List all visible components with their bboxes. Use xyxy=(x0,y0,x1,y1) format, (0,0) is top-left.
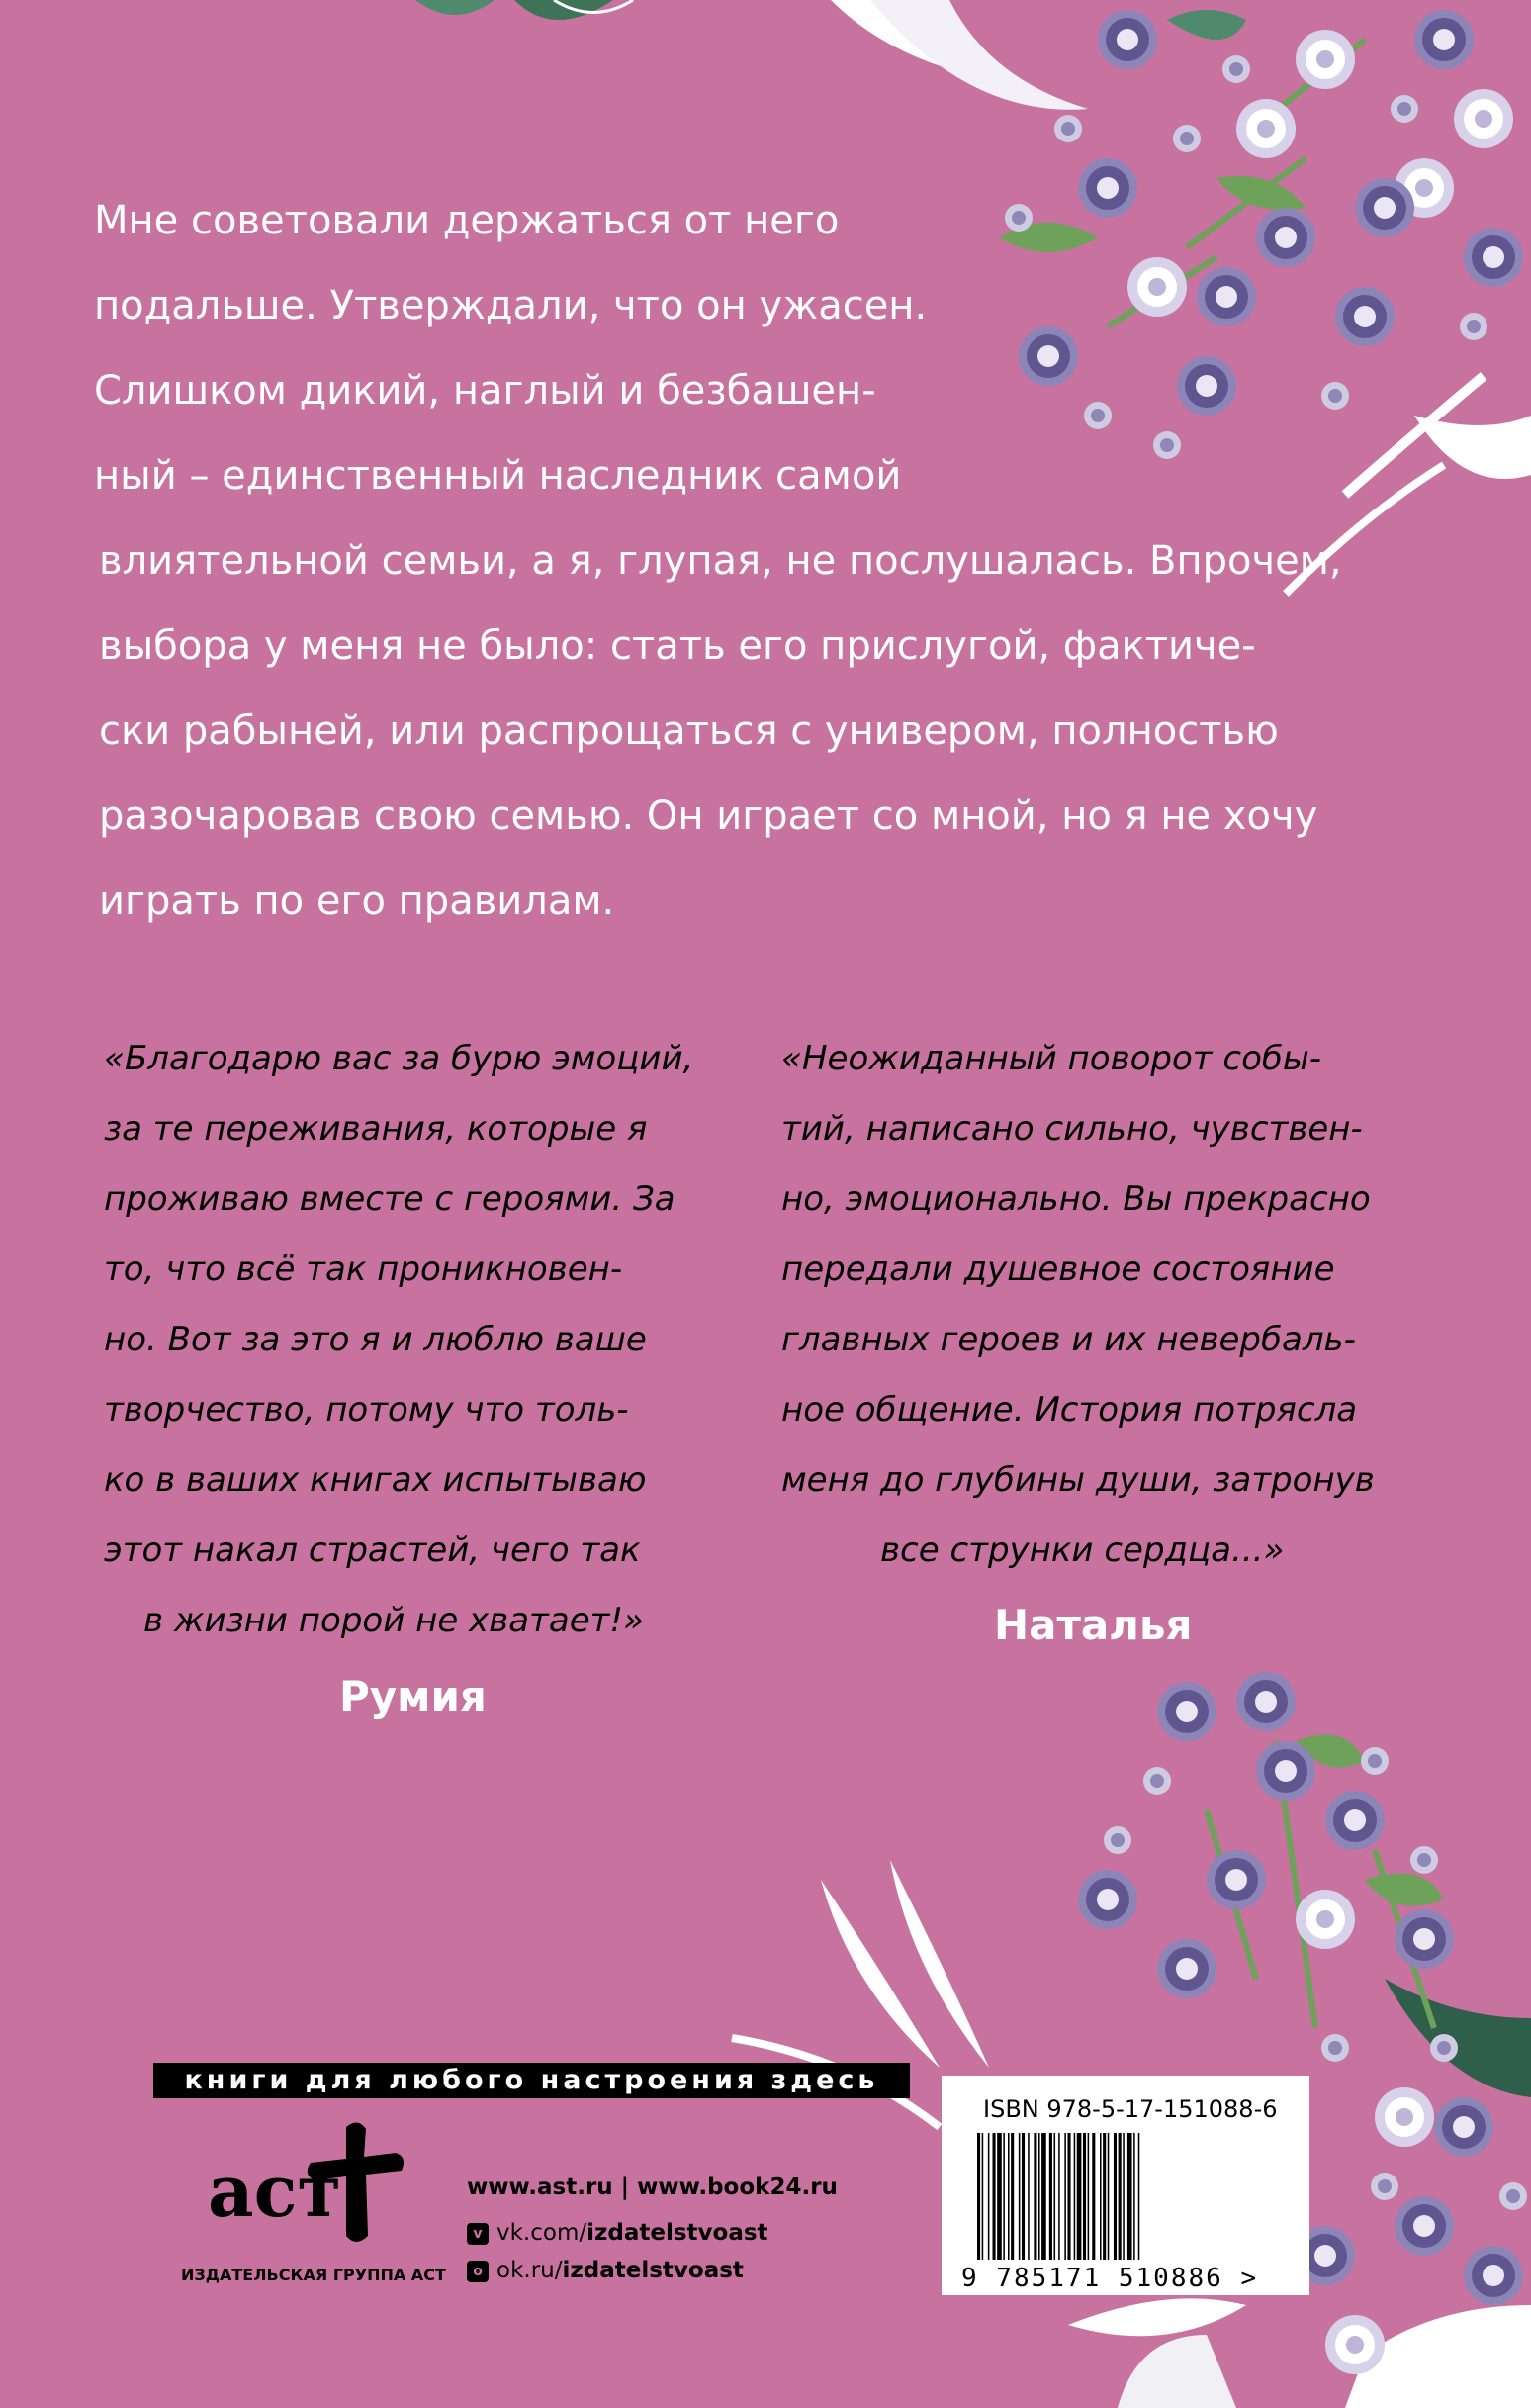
blurb-line: ный – единственный наследник самой xyxy=(94,453,902,499)
review-author-rumiya: Румия xyxy=(339,1672,487,1720)
top-right-bouquet-icon xyxy=(831,0,1531,594)
ok-prefix: ok.ru/ xyxy=(496,2258,563,2283)
review-line: тий, написано сильно, чувствен- xyxy=(781,1109,1363,1149)
review-line: проживаю вместе с героями. За xyxy=(104,1179,675,1219)
review-line: «Благодарю вас за бурю эмоций, xyxy=(104,1039,694,1078)
isbn-barcode-panel xyxy=(942,2076,1309,2295)
review-line: все струнки сердца...» xyxy=(880,1530,1285,1570)
vk-prefix: vk.com/ xyxy=(496,2220,587,2246)
barcode-icon xyxy=(977,2133,1274,2260)
review-line: творчество, потому что толь- xyxy=(104,1390,629,1430)
blurb-line: играть по его правилам. xyxy=(99,879,615,924)
review-line: ное общение. История потрясла xyxy=(781,1390,1358,1430)
series-tagline: книги для любого настроения здесь xyxy=(153,2063,910,2098)
blurb-line: ски рабыней, или распрощаться с универом, полностью xyxy=(99,708,1279,754)
websites-link[interactable]: www.ast.ru | www.book24.ru xyxy=(467,2175,838,2200)
review-line: ко в ваших книгах испытываю xyxy=(104,1460,647,1500)
logo-text: аст xyxy=(208,2149,342,2233)
review-line: но, эмоционально. Вы прекрасно xyxy=(781,1179,1371,1219)
ok-handle: izdatelstvoast xyxy=(562,2258,744,2283)
ast-logo xyxy=(198,2117,415,2266)
review-line: в жизни порой не хватает!» xyxy=(143,1601,645,1640)
isbn-label: ISBN 978-5-17-151088-6 xyxy=(983,2095,1278,2123)
review-line: меня до глубины души, затронув xyxy=(781,1460,1375,1500)
blurb-line: Слишком дикий, наглый и безбашен- xyxy=(94,368,876,414)
blurb-line: выбора у меня не было: стать его прислугой, фактиче- xyxy=(99,623,1256,669)
top-left-leaves-icon xyxy=(415,0,633,20)
vk-link[interactable] xyxy=(467,2220,768,2246)
blurb-line: разочаровав свою семью. Он играет со мной, но я не хочу xyxy=(99,793,1318,839)
review-line: но. Вот за это я и люблю ваше xyxy=(104,1320,647,1359)
review-line: «Неожиданный поворот собы- xyxy=(781,1039,1321,1078)
publisher-name: ИЗДАТЕЛЬСКАЯ ГРУППА АСТ xyxy=(181,2266,446,2284)
blurb-line: Мне советовали держаться от него xyxy=(94,198,840,243)
vk-icon: v xyxy=(467,2223,489,2245)
vk-handle: izdatelstvoast xyxy=(586,2220,768,2246)
review-line: этот накал страстей, чего так xyxy=(104,1530,641,1570)
review-line: то, что всё так проникновен- xyxy=(104,1250,623,1289)
blurb-line: влиятельной семьи, а я, глупая, не послушалась. Впрочем, xyxy=(99,538,1342,584)
review-author-natalya: Наталья xyxy=(994,1601,1193,1649)
bottom-right-bouquet-icon xyxy=(732,1672,1531,2408)
ok-icon: o xyxy=(467,2261,489,2282)
review-line: передали душевное состояние xyxy=(781,1250,1335,1289)
review-line: главных героев и их невербаль- xyxy=(781,1320,1356,1359)
isbn-digits: 9 785171 510886 > xyxy=(961,2264,1259,2293)
ok-link[interactable] xyxy=(467,2258,744,2283)
review-line: за те переживания, которые я xyxy=(104,1109,648,1149)
blurb-line: подальше. Утверждали, что он ужасен. xyxy=(94,283,928,328)
